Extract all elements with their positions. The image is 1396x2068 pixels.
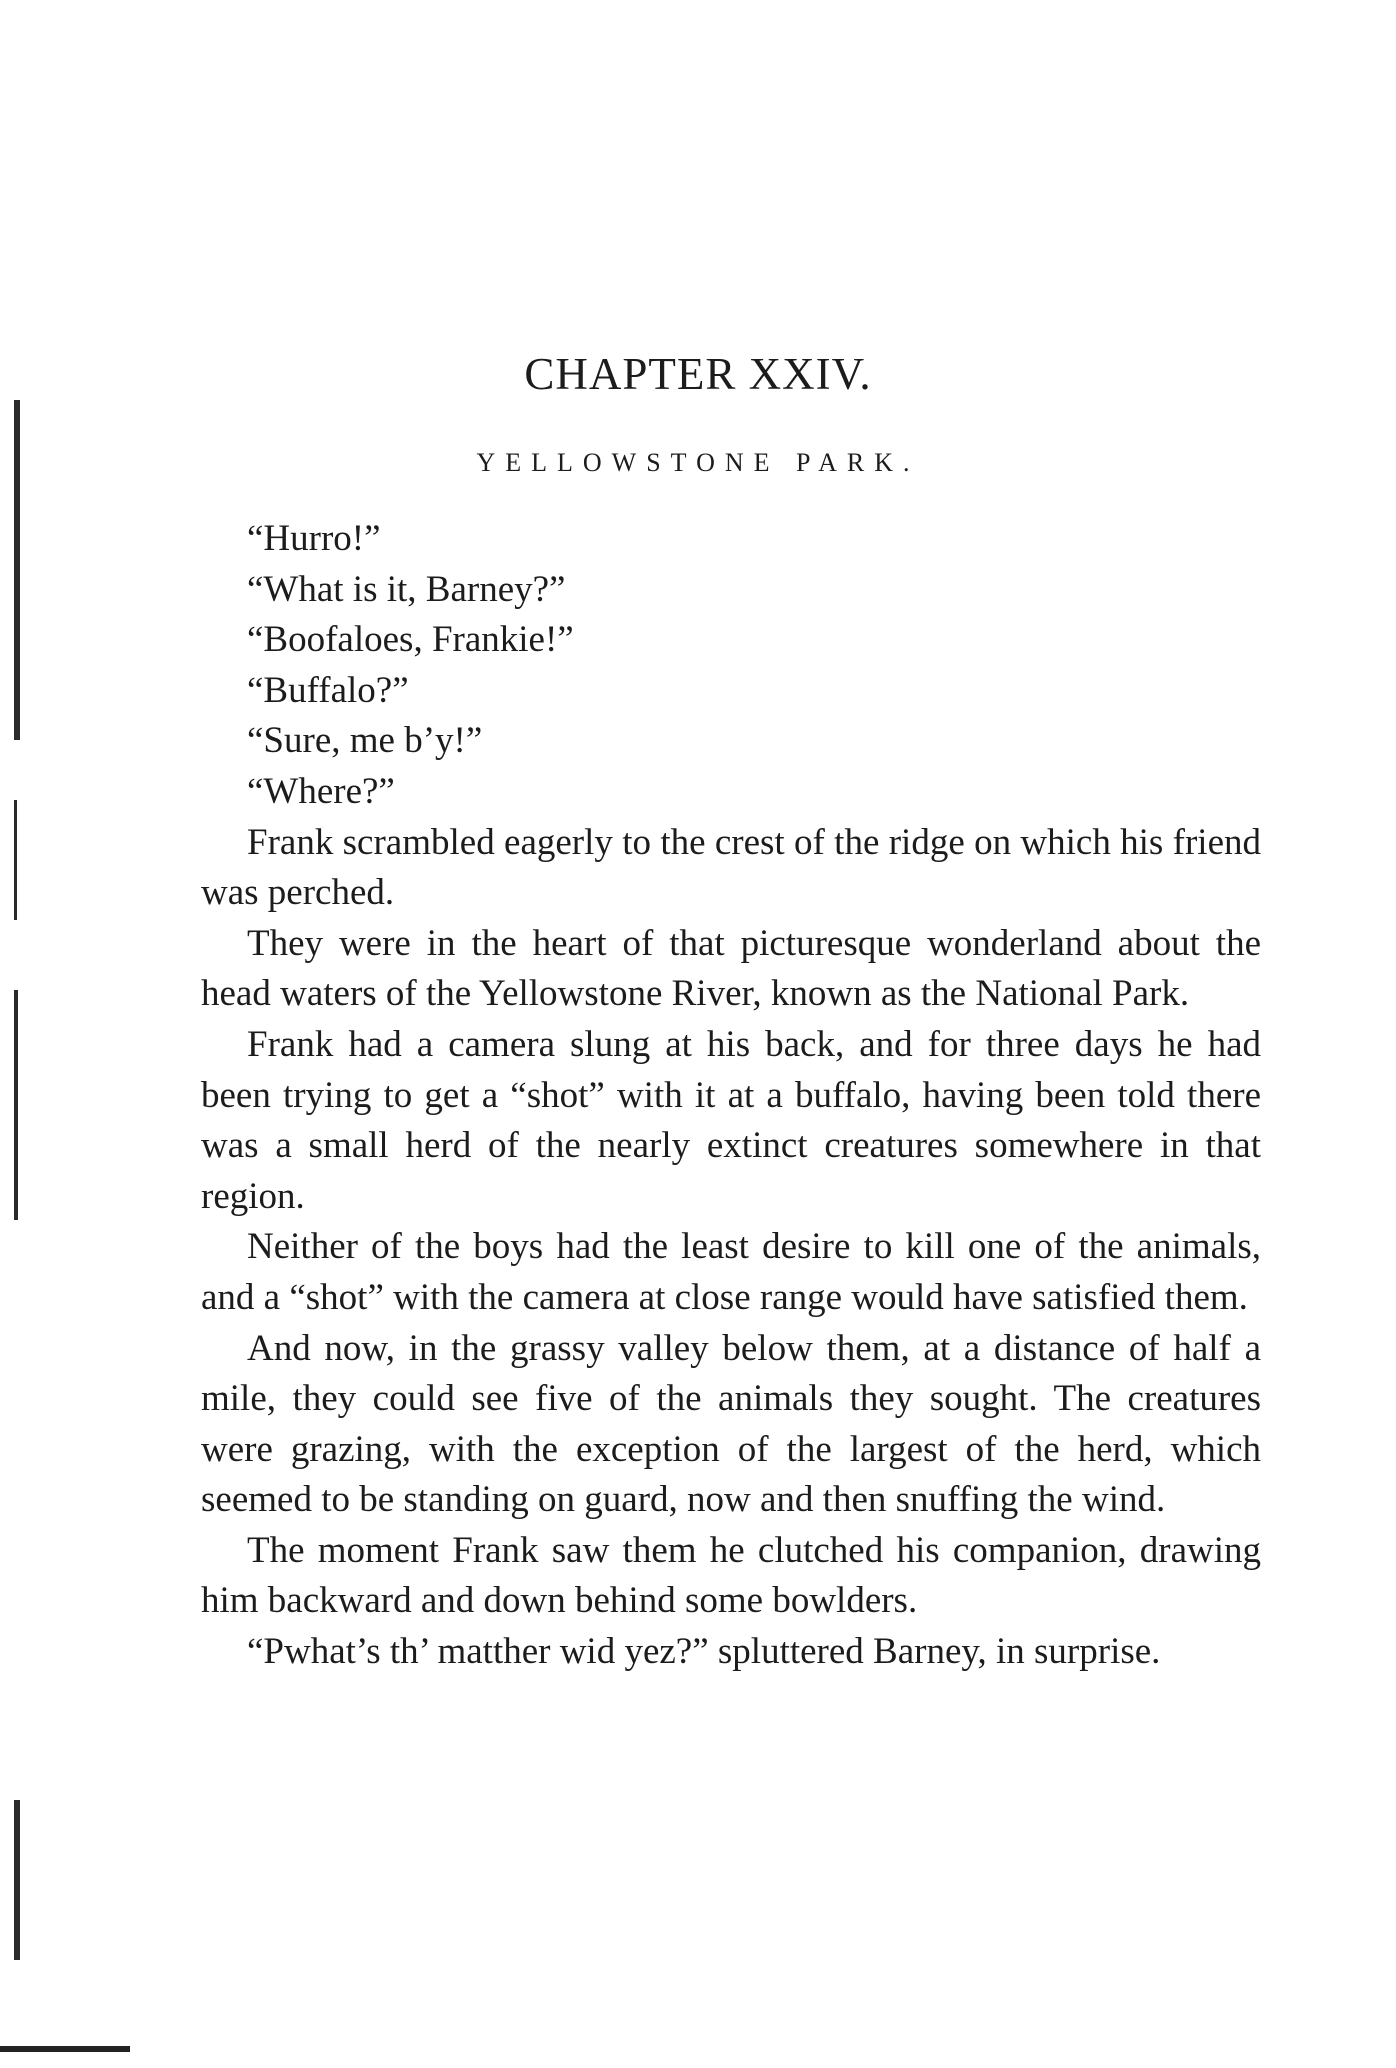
paragraph: Neither of the boys had the least desire to kill one of the animals, and a “shot” with the camera at close range would have satisfied them.: [201, 1226, 1261, 1318]
scan-edge-mark: [14, 990, 18, 1220]
paragraph: The moment Frank saw them he clutched his companion, drawing him backward and down behind some bowlders.: [201, 1529, 1261, 1622]
scan-corner-mark: [0, 2046, 130, 2052]
paragraph: “Pwhat’s th’ matther wid yez?” spluttered Barney, in surprise.: [247, 1631, 1161, 1673]
scan-edge-mark: [14, 1800, 20, 1960]
paragraph: Frank had a camera slung at his back, and for three days he had been trying to get a “shot” with it at a buffalo, having been told there was a small herd of the nearly extinct creatures somewhere in that region.: [201, 1023, 1261, 1217]
paragraph: “Sure, me b’y!”: [247, 720, 483, 762]
paragraph: They were in the heart of that picturesque wonderland about the head waters of the Yellowstone River, known as the National Park.: [201, 922, 1261, 1015]
paragraph: And now, in the grassy valley below them, at a distance of half a mile, they could see five of the animals they sought. The creatures were grazing, with the exception of the largest of the herd, which seemed to be standing on guard, now and then snuffing the wind.: [201, 1327, 1261, 1521]
chapter-title: CHAPTER XXIV.: [524, 349, 872, 399]
paragraph: “What is it, Barney?”: [247, 568, 566, 610]
paragraph: “Hurro!”: [247, 518, 381, 559]
paragraph: “Buffalo?”: [247, 669, 409, 711]
paragraph: “Boofaloes, Frankie!”: [247, 619, 574, 661]
chapter-body: [201, 514, 1261, 1678]
chapter-subtitle: YELLOWSTONE PARK.: [476, 448, 920, 477]
paragraph: Frank scrambled eagerly to the crest of the ridge on which his friend was perched.: [201, 821, 1261, 914]
scan-edge-mark: [14, 800, 17, 920]
paragraph: “Where?”: [247, 770, 395, 812]
